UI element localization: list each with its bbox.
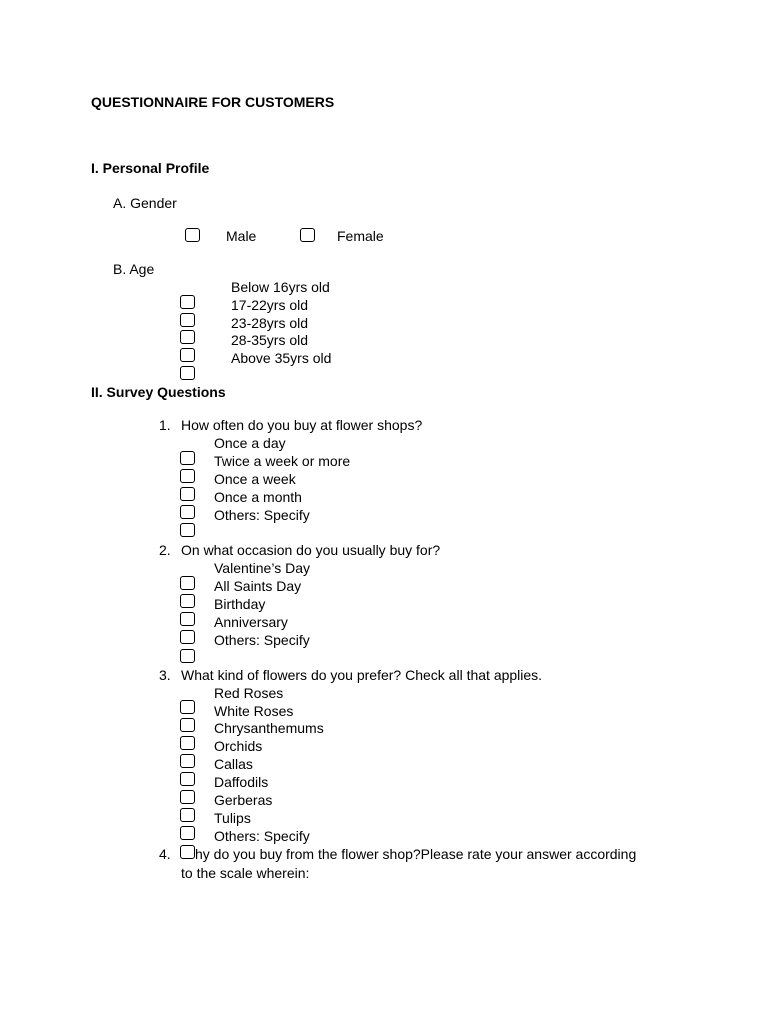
q2-checkbox[interactable]	[180, 630, 195, 644]
q1-option: Once a day	[214, 435, 286, 451]
age-checkbox[interactable]	[180, 313, 195, 327]
option-male: Male	[226, 228, 257, 244]
q1-option: Once a month	[214, 489, 302, 505]
age-option: 28-35yrs old	[231, 332, 309, 348]
option-female: Female	[337, 228, 384, 244]
age-option: Below 16yrs old	[231, 279, 330, 295]
q1-checkbox[interactable]	[180, 505, 195, 519]
document-title: QUESTIONNAIRE FOR CUSTOMERS	[91, 94, 335, 110]
q2-checkbox[interactable]	[180, 649, 195, 663]
q2-checkbox[interactable]	[180, 576, 195, 590]
age-label: B. Age	[113, 261, 155, 277]
question-number: 3.	[159, 667, 171, 683]
q3-checkbox[interactable]	[180, 826, 195, 840]
checkbox-male[interactable]	[185, 228, 200, 242]
q1-checkbox[interactable]	[180, 469, 195, 483]
q2-option: Birthday	[214, 596, 266, 612]
q3-checkbox[interactable]	[180, 754, 195, 768]
q3-option: Others: Specify	[214, 828, 310, 844]
section-heading-personal-profile: I. Personal Profile	[91, 160, 210, 176]
q3-option: Daffodils	[214, 774, 269, 790]
q3-checkbox[interactable]	[180, 700, 195, 714]
age-checkbox[interactable]	[180, 348, 195, 362]
q1-option: Others: Specify	[214, 507, 310, 523]
age-checkbox[interactable]	[180, 330, 195, 344]
q3-option: Chrysanthemums	[214, 720, 324, 736]
gender-label: A. Gender	[113, 195, 177, 211]
q3-option: Gerberas	[214, 792, 273, 808]
question-1-text: How often do you buy at flower shops?	[181, 417, 423, 433]
age-checkbox[interactable]	[180, 366, 195, 380]
q2-option: Anniversary	[214, 614, 288, 630]
q2-option: All Saints Day	[214, 578, 302, 594]
q3-option: Tulips	[214, 810, 251, 826]
age-option: 23-28yrs old	[231, 315, 309, 331]
age-checkbox[interactable]	[180, 295, 195, 309]
q3-option: White Roses	[214, 703, 294, 719]
question-number: 2.	[159, 542, 171, 558]
question-4-text-line2: to the scale wherein:	[181, 865, 310, 881]
question-number: 1.	[159, 417, 171, 433]
q3-option: Orchids	[214, 738, 263, 754]
question-4-text-line1: hy do you buy from the flower shop?Please rate your answer according	[195, 846, 637, 862]
question-3-text: What kind of flowers do you prefer? Check all that applies.	[181, 667, 543, 683]
q1-checkbox[interactable]	[180, 487, 195, 501]
q1-option: Twice a week or more	[214, 453, 351, 469]
question-number: 4.	[159, 846, 171, 862]
q1-option: Once a week	[214, 471, 296, 487]
q1-checkbox[interactable]	[180, 451, 195, 465]
q3-checkbox[interactable]	[180, 772, 195, 786]
q3-checkbox[interactable]	[180, 790, 195, 804]
q4-checkbox[interactable]	[180, 845, 195, 859]
q3-checkbox[interactable]	[180, 808, 195, 822]
q2-option: Valentine’s Day	[214, 560, 310, 576]
q3-option: Red Roses	[214, 685, 284, 701]
q3-option: Callas	[214, 756, 253, 772]
q3-checkbox[interactable]	[180, 736, 195, 750]
question-2-text: On what occasion do you usually buy for?	[181, 542, 441, 558]
checkbox-female[interactable]	[300, 228, 315, 242]
q2-checkbox[interactable]	[180, 612, 195, 626]
section-heading-survey-questions: II. Survey Questions	[91, 384, 226, 400]
q1-checkbox[interactable]	[180, 523, 195, 537]
age-option: Above 35yrs old	[231, 350, 332, 366]
q2-checkbox[interactable]	[180, 594, 195, 608]
q2-option: Others: Specify	[214, 632, 310, 648]
age-option: 17-22yrs old	[231, 297, 309, 313]
q3-checkbox[interactable]	[180, 718, 195, 732]
